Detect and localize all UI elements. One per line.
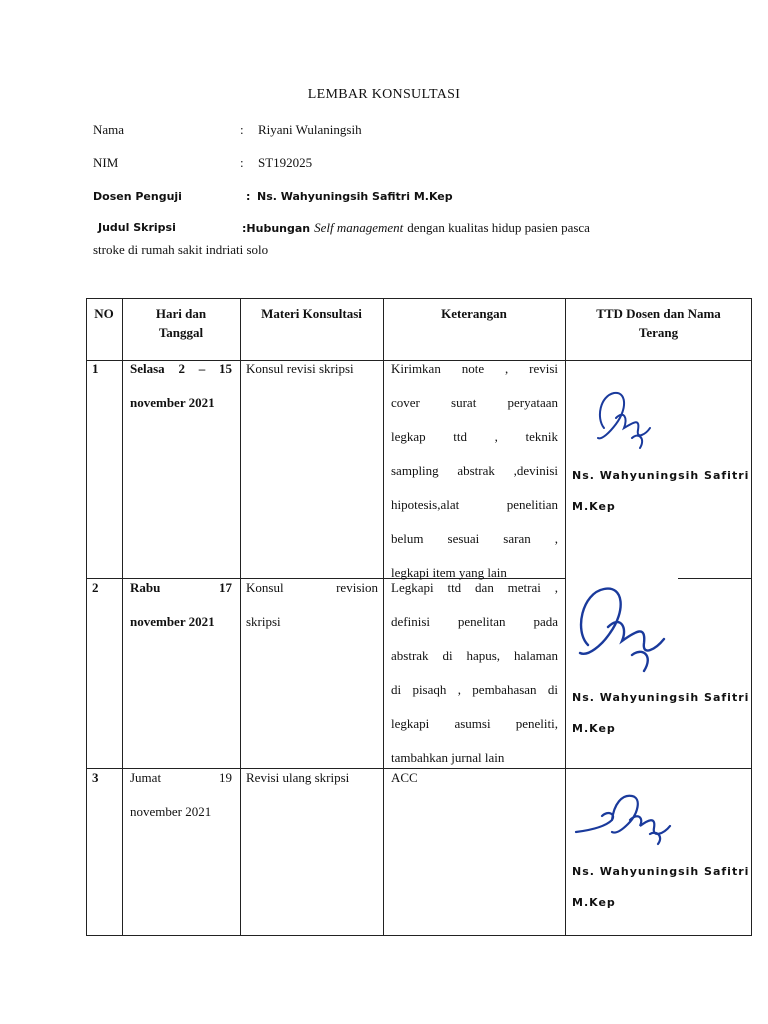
row1-ket-line: legkapi item yang lain (391, 565, 507, 580)
row3-signer (572, 856, 749, 918)
row1-ket-line: Kirimkan note , revisi (391, 361, 558, 376)
col-divider-3 (383, 298, 384, 936)
table-border-bottom (86, 935, 752, 936)
row1-signer-name: Ns. Wahyuningsih Safitri (572, 469, 750, 482)
row2-materi-line2: skripsi (246, 614, 281, 629)
row2-ket-line: Legkapi ttd dan metrai , (391, 580, 558, 595)
row-divider-1-right (678, 578, 752, 579)
row3-date (130, 761, 232, 829)
row2-signer (572, 682, 749, 744)
header-no: NO (94, 306, 114, 321)
consultation-table (86, 298, 752, 936)
header-ttd-line2: Terang (638, 325, 679, 340)
row2-materi (246, 571, 378, 639)
col-divider-4 (565, 298, 566, 936)
header-keterangan: Keterangan (441, 306, 507, 321)
col-divider-2 (240, 298, 241, 936)
header-hari-line1: Hari dan (155, 306, 207, 321)
header-hari-tanggal (122, 304, 240, 342)
row1-date-line1: Selasa 2 – 15 (130, 361, 232, 376)
nama-separator: : (240, 122, 244, 137)
signature-image (572, 790, 682, 850)
table-border-top (86, 298, 752, 299)
row2-materi-line1: Konsul revision (246, 580, 378, 595)
row1-date-line2: november 2021 (130, 395, 215, 410)
nim-label: NIM (93, 155, 119, 170)
header-materi: Materi Konsultasi (261, 306, 362, 321)
judul-rest: dengan kualitas hidup pasien pasca (407, 220, 590, 235)
judul-separator: : (242, 222, 247, 235)
row3-no: 3 (92, 770, 99, 785)
dosen-label: Dosen Penguji (93, 190, 182, 203)
row1-materi (246, 352, 378, 386)
row1-ket-line: sampling abstrak ,devinisi (391, 463, 558, 478)
row3-materi (246, 761, 378, 795)
row2-ket-line: di pisaqh , pembahasan di (391, 682, 558, 697)
table-border-right (751, 298, 752, 936)
header-hari-line2: Tanggal (158, 325, 204, 340)
row2-ket-line: abstrak di hapus, halaman (391, 648, 558, 663)
row3-ket-line: ACC (391, 770, 418, 785)
judul-italic: Self management (314, 220, 404, 235)
header-ttd (565, 304, 752, 342)
dosen-separator: : (246, 190, 251, 203)
row2-date-line2: november 2021 (130, 614, 215, 629)
row2-signer-name: Ns. Wahyuningsih Safitri (572, 691, 750, 704)
nama-label: Nama (93, 122, 125, 137)
row3-date-line2: november 2021 (130, 804, 212, 819)
judul-label: Judul Skripsi (98, 221, 176, 234)
row2-date (130, 571, 232, 639)
nim-separator: : (240, 155, 244, 170)
row1-ket-line: hipotesis,alat penelitian (391, 497, 558, 512)
page-title: LEMBAR KONSULTASI (307, 87, 461, 102)
row3-signer-name: Ns. Wahyuningsih Safitri (572, 865, 750, 878)
signature-image (574, 583, 670, 678)
nim-value: ST192025 (258, 155, 313, 170)
col-divider-1 (122, 298, 123, 936)
row1-ket-line: belum sesuai saran , (391, 531, 558, 546)
row1-date (130, 352, 232, 420)
row1-no: 1 (92, 361, 99, 376)
header-ttd-line1: TTD Dosen dan Nama (596, 306, 721, 321)
judul-line2: stroke di rumah sakit indriati solo (93, 242, 269, 257)
nama-value: Riyani Wulaningsih (258, 122, 362, 137)
row1-materi-line1: Konsul revisi skripsi (246, 361, 354, 376)
row2-date-line1: Rabu 17 (130, 580, 232, 595)
row3-signer-title: M.Kep (572, 896, 616, 909)
row1-signer-title: M.Kep (572, 500, 616, 513)
dosen-value: Ns. Wahyuningsih Safitri M.Kep (257, 190, 453, 203)
judul-prefix: Hubungan (246, 222, 311, 235)
row2-ket-line: definisi penelitan pada (391, 614, 558, 629)
row1-keterangan (391, 352, 558, 590)
row1-signer (572, 460, 749, 522)
row1-ket-line: cover surat peryataan (391, 395, 558, 410)
row2-signer-title: M.Kep (572, 722, 616, 735)
judul-value (242, 219, 590, 237)
row2-no: 2 (92, 580, 99, 595)
row3-date-line1: Jumat 19 (130, 770, 232, 785)
row1-ket-line: legkap ttd , teknik (391, 429, 558, 444)
row2-ket-line: legkapi asumsi peneliti, (391, 716, 558, 731)
row2-ket-line: tambahkan jurnal lain (391, 750, 505, 765)
row3-keterangan (391, 761, 558, 795)
table-border-left (86, 298, 87, 936)
row3-materi-line1: Revisi ulang skripsi (246, 770, 350, 785)
signature-image (594, 388, 654, 458)
row2-keterangan (391, 571, 558, 775)
